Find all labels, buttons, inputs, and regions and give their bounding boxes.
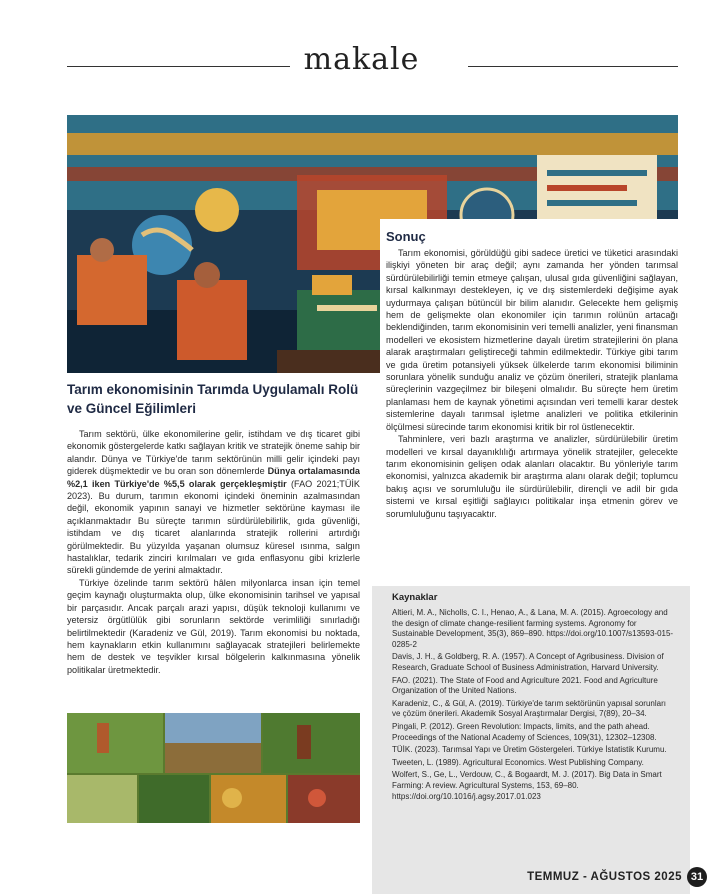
right-paragraph-2: Tahminlere, veri bazlı araştırma ve analizler, sürdürülebilir üretim modelleri ve kırsal dayanıklılığı artırmaya yönelik stratejiler, gelecekte tarım ekonomisinin gelişen odak alanları olacaktır. Bu yönleriyle tarım ekonomisi, yalnızca akademik bir araştırma alanı olarak değil; toplumcu bakış açısı ve sorumluluğu ile sürdürülebilir, dirençli ve adil bir gıda sistemi ve kırsal eşitliği sağlayıcı politikalar inşa etmenin görev ve sorumluluğunu taşıyacaktır. [386, 434, 678, 519]
reference-item: Karadeniz, C., & Gül, A. (2019). Türkiye'de tarım sektörünün yapısal sorunları ve çözüm önerileri. Akademik Sosyal Araştırmalar Dergisi, 7(89), 20–34. [392, 698, 666, 719]
references-box [372, 586, 690, 894]
farm-collage-image [67, 713, 360, 823]
highlight-statistic: Dünya ortalamasında %2,1 iken Türkiye'de %5,5 olarak gerçekleşmiştir [67, 466, 360, 489]
references-title: Kaynaklar [392, 592, 438, 603]
header-rule-right [468, 66, 678, 67]
left-paragraph-1: Tarım sektörü, ülke ekonomilerine gelir, istihdam ve dış ticaret gibi ekonomik göstergelerde katkı sağlayan kritik ve stratejik öneme sahip bir alandır. Dünya ve Türkiye'de tarım sektörünün milli gelir içindeki payı giderek düşmektedir ve bu oran son dönemlerde Dünya ortalamasında %2,1 iken Türkiye'de %5,5 olarak gerçekleşmiştir (FAO 2021;TÜİK 2023). Bu durum, tarımın ekonomi içindeki öneminin azalmasından değil, ekonomik yapının sanayi ve hizmetler sektörüne kayması ile açıklanmaktadır Bu süreçte tarımın sürdürülebilirlik, gıda güvenliği, istihdam ve dış ticaret alanlarında stratejik rollerini artırdığı görülmektedir. Bu yüzyılda yaşanan olumsuz küresel ısınma, salgın hastalıklar, tedarik zinciri kırılmaları ve gıda enflasyonu gibi krizlerle sürekli gündemde de yerini almaktadır. [67, 429, 360, 576]
reference-item: Wolfert, S., Ge, L., Verdouw, C., & Bogaardt, M. J. (2017). Big Data in Smart Farming: A review. Agricultural Systems, 153, 69–80. https://doi.org/10.1016/j.agsy.2017.01.023 [392, 770, 662, 801]
reference-item: Altieri, M. A., Nicholls, C. I., Henao, A., & Lana, M. A. (2015). Agroecology and the design of climate change-resilient farming systems. Agronomy for Sustainable Development, 35(3), 869–890. https://doi.org/10.1007/s13593-015-0285-2 [392, 608, 674, 649]
page-footer [527, 866, 707, 888]
section-title: makale [303, 42, 420, 77]
farm-photo-collage [67, 713, 360, 823]
reference-item: Tweeten, L. (1989). Agricultural Economics. West Publishing Company. [392, 757, 644, 767]
right-column [386, 229, 678, 520]
reference-item: Davis, J. H., & Goldberg, R. A. (1957). A Concept of Agribusiness. Division of Research, Graduate School of Business Administration, Harvard University. [392, 652, 664, 672]
right-paragraph-1: Tarım ekonomisi, görüldüğü gibi sadece üretici ve tüketici arasındaki ilişkiyi yöneten bir araç değil; aynı zamanda her yönden tarımsal sürdürülebilirliği temin etmeye çalışan, ulusal gıda güvenliğini sağlayan, kırsal kalkınmayı destekleyen, iç ve dış sistemlerdeki değişime ayak uydurmaya çalışan bütüncül bir bilim alanıdır. Gelecekte hem gelişmiş hem de gelişmekte olan ekonomiler için tarımın rolünün artacağı beklendiğinden, tarım ekonomisinin veri temelli analizler, yeni finansman modelleri ve ekosistem hizmetlerine dayalı üretim stratejilerini ön plana alarak araştırmaları geliştireceği tahmin edilmektedir. Türkiye gibi tarım ve gıda üretim potansiyeli yüksek ülkelerde tarım ekonomisi biliminin sorunlara yönelik sunduğu analiz ve çözüm önerileri, stratejik planlama süreçlerinin vazgeçilmez bir bileşeni olmalıdır. Bu süreçte hem üretim planlaması hem de kaynak yönetimi açısından veri temelli karar destek sistemlerine dayalı tarımsal işletme analizleri ve politika etkilerinin ölçülmesi sürecinde tarım ekonomisi kritik bir rol üstlenecektir. [386, 248, 678, 432]
reference-item: Pingali, P. (2012). Green Revolution: Impacts, limits, and the path ahead. Proceedings of the National Academy of Sciences, 109(31), 12302–12308. [392, 721, 657, 742]
conclusion-heading: Sonuç [386, 229, 426, 244]
issue-date: TEMMUZ - AĞUSTOS 2025 [527, 871, 682, 883]
left-paragraph-2: Türkiye özelinde tarım sektörü hâlen milyonlarca insan için temel geçim kaynağı oluşturmakta olup, ülke ekonomisinin tarihsel ve yapısal bir parçasıdır. Ancak parçalı arazi yapısı, düşük teknoloji kullanımı ve yetersiz örgütlülük gibi sorunların sektörde verimliliği sınırladığı belirtilmektedir (Karadeniz ve Gül, 2019). Tarım ekonomisi bu noktada, hem kaynakların etkin kullanımını sağlayacak stratejileri belirlemekte hem de destek ve teşvikler kırsal bölgelerin kalkınmasına yönelik politikalar üretmektedir. [67, 577, 360, 675]
reference-item: TÜİK. (2023). Tarımsal Yapı ve Üretim Göstergeleri. Türkiye İstatistik Kurumu. [392, 745, 667, 755]
left-column [67, 380, 360, 676]
reference-item: FAO. (2021). The State of Food and Agriculture 2021. Food and Agriculture Organization of the United Nations. [392, 675, 658, 696]
page-number-badge: 31 [687, 867, 707, 887]
left-heading: Tarım ekonomisinin Tarımda Uygulamalı Rolü ve Güncel Eğilimleri [67, 382, 359, 416]
